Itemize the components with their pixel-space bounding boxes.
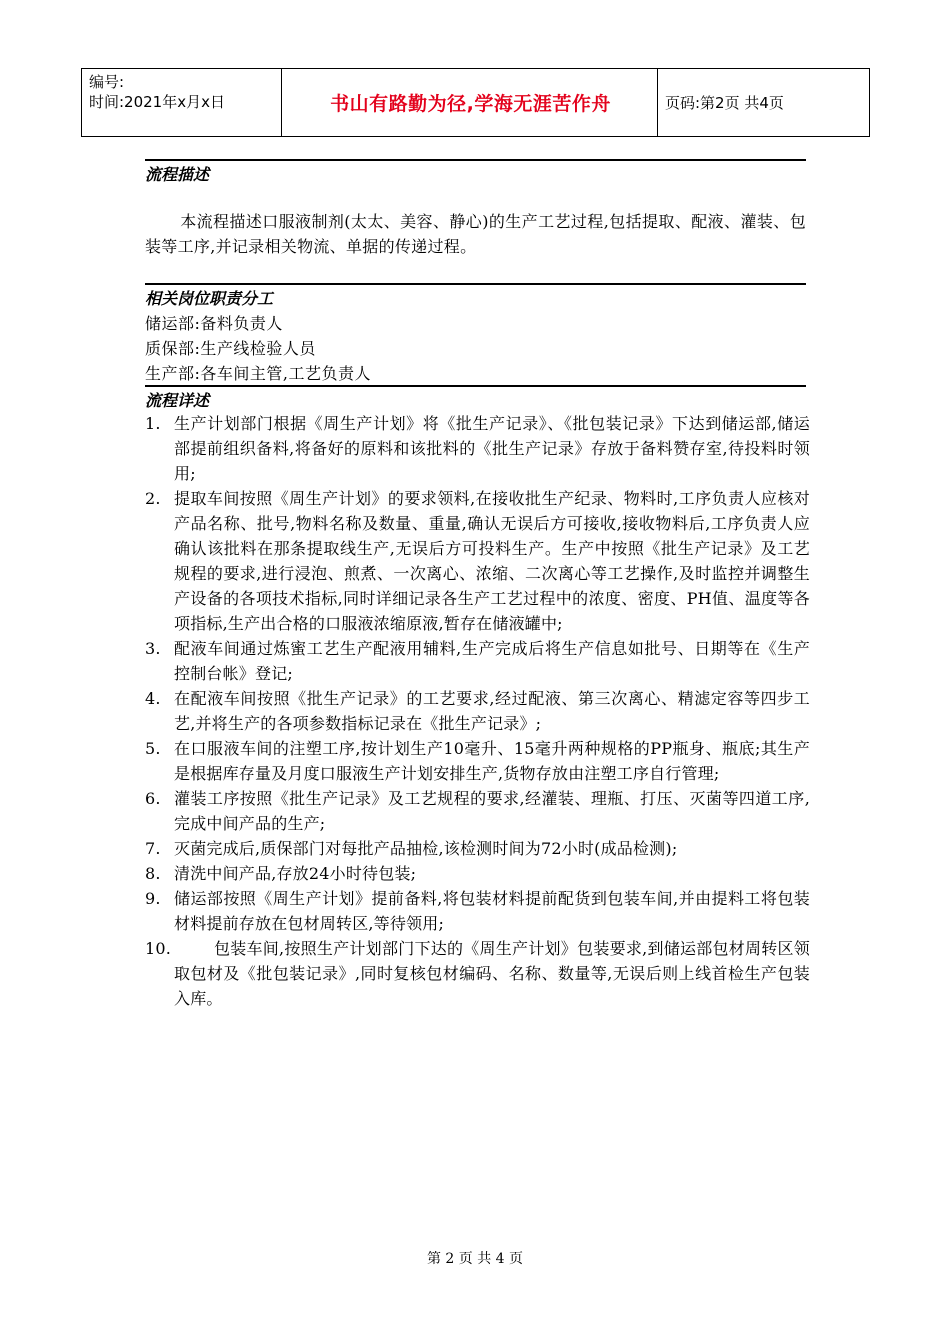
section-title-duties: 相关岗位职责分工 xyxy=(145,289,274,308)
header-meta xyxy=(89,72,225,112)
process-steps-list xyxy=(145,411,810,1011)
step-number: 6. xyxy=(145,789,161,808)
list-item xyxy=(145,936,810,1011)
description-paragraph: 本流程描述口服液制剂(太太、美容、静心)的生产工艺过程,包括提取、配液、灌装、包装等工序,并记录相关物流、单据的传递过程。 xyxy=(145,212,806,256)
section-rule xyxy=(145,385,806,387)
step-number: 7. xyxy=(145,839,161,858)
step-text: 包装车间,按照生产计划部门下达的《周生产计划》包装要求,到储运部包材周转区领取包材及《批包装记录》,同时复核包材编码、名称、数量等,无误后则上线首检生产包装入库。 xyxy=(174,939,810,1008)
list-item xyxy=(145,486,810,636)
duty-item: 质保部:生产线检验人员 xyxy=(145,339,316,358)
step-text: 清洗中间产品,存放24小时待包装; xyxy=(174,864,417,883)
section-title-description: 流程描述 xyxy=(145,165,210,184)
section-title-detail: 流程详述 xyxy=(145,391,210,410)
list-item xyxy=(145,886,810,936)
list-item xyxy=(145,836,810,861)
step-number: 9. xyxy=(145,889,161,908)
list-item xyxy=(145,636,810,686)
section-rule xyxy=(145,159,806,161)
header-divider xyxy=(657,69,658,136)
step-number: 10. xyxy=(145,939,172,958)
header-page-info: 页码:第2页 共4页 xyxy=(665,94,784,112)
step-number: 5. xyxy=(145,739,161,758)
step-number: 4. xyxy=(145,689,161,708)
header-divider xyxy=(81,69,82,136)
step-number: 2. xyxy=(145,489,161,508)
step-text: 生产计划部门根据《周生产计划》将《批生产记录》、《批包装记录》下达到储运部,储运部提前组织备料,将备好的原料和该批料的《批生产记录》存放于备料赞存室,待投料时领用; xyxy=(174,414,810,483)
header-motto: 书山有路勤为径,学海无涯苦作舟 xyxy=(330,93,611,115)
step-text: 在口服液车间的注塑工序,按计划生产10毫升、15毫升两种规格的PP瓶身、瓶底;其生产是根据库存量及月度口服液生产计划安排生产,货物存放由注塑工序自行管理; xyxy=(174,739,810,783)
list-item xyxy=(145,411,810,486)
step-text: 灌装工序按照《批生产记录》及工艺规程的要求,经灌装、理瓶、打压、灭菌等四道工序,完成中间产品的生产; xyxy=(174,789,810,833)
list-item xyxy=(145,686,810,736)
step-number: 3. xyxy=(145,639,161,658)
step-text: 在配液车间按照《批生产记录》的工艺要求,经过配液、第三次离心、精滤定容等四步工艺,并将生产的各项参数指标记录在《批生产记录》; xyxy=(174,689,810,733)
step-text: 配液车间通过炼蜜工艺生产配液用辅料,生产完成后将生产信息如批号、日期等在《生产控制台帐》登记; xyxy=(174,639,810,683)
list-item xyxy=(145,786,810,836)
duty-item: 生产部:各车间主管,工艺负责人 xyxy=(145,364,371,383)
list-item xyxy=(145,736,810,786)
header-divider xyxy=(281,69,282,136)
step-number: 8. xyxy=(145,864,161,883)
step-text: 灭菌完成后,质保部门对每批产品抽检,该检测时间为72小时(成品检测); xyxy=(174,839,678,858)
section-rule xyxy=(145,283,806,285)
list-item xyxy=(145,861,810,886)
step-text: 提取车间按照《周生产计划》的要求领料,在接收批生产纪录、物料时,工序负责人应核对产品名称、批号,物料名称及数量、重量,确认无误后方可接收,接收物料后,工序负责人应确认该批料在那条提取线生产,无误后方可投料生产。生产中按照《批生产记录》及工艺规程的要求,进行浸泡、煎煮、一次离心、浓缩、二次离心等工艺操作,及时监控并调整生产设备的各项技术指标,同时详细记录各生产工艺过程中的浓度、密度、PH值、温度等各项指标,生产出合格的口服液浓缩原液,暂存在储液罐中; xyxy=(174,489,810,633)
step-text: 储运部按照《周生产计划》提前备料,将包装材料提前配货到包装车间,并由提料工将包装材料提前存放在包材周转区,等待领用; xyxy=(174,889,810,933)
header-date-label: 时间:2021年x月x日 xyxy=(89,93,225,111)
header-number-label: 编号: xyxy=(89,73,125,91)
header-divider xyxy=(869,69,870,136)
step-number: 1. xyxy=(145,414,161,433)
page-footer: 第 2 页 共 4 页 xyxy=(426,1251,524,1267)
page-header xyxy=(81,68,870,137)
duty-item: 储运部:备料负责人 xyxy=(145,314,283,333)
